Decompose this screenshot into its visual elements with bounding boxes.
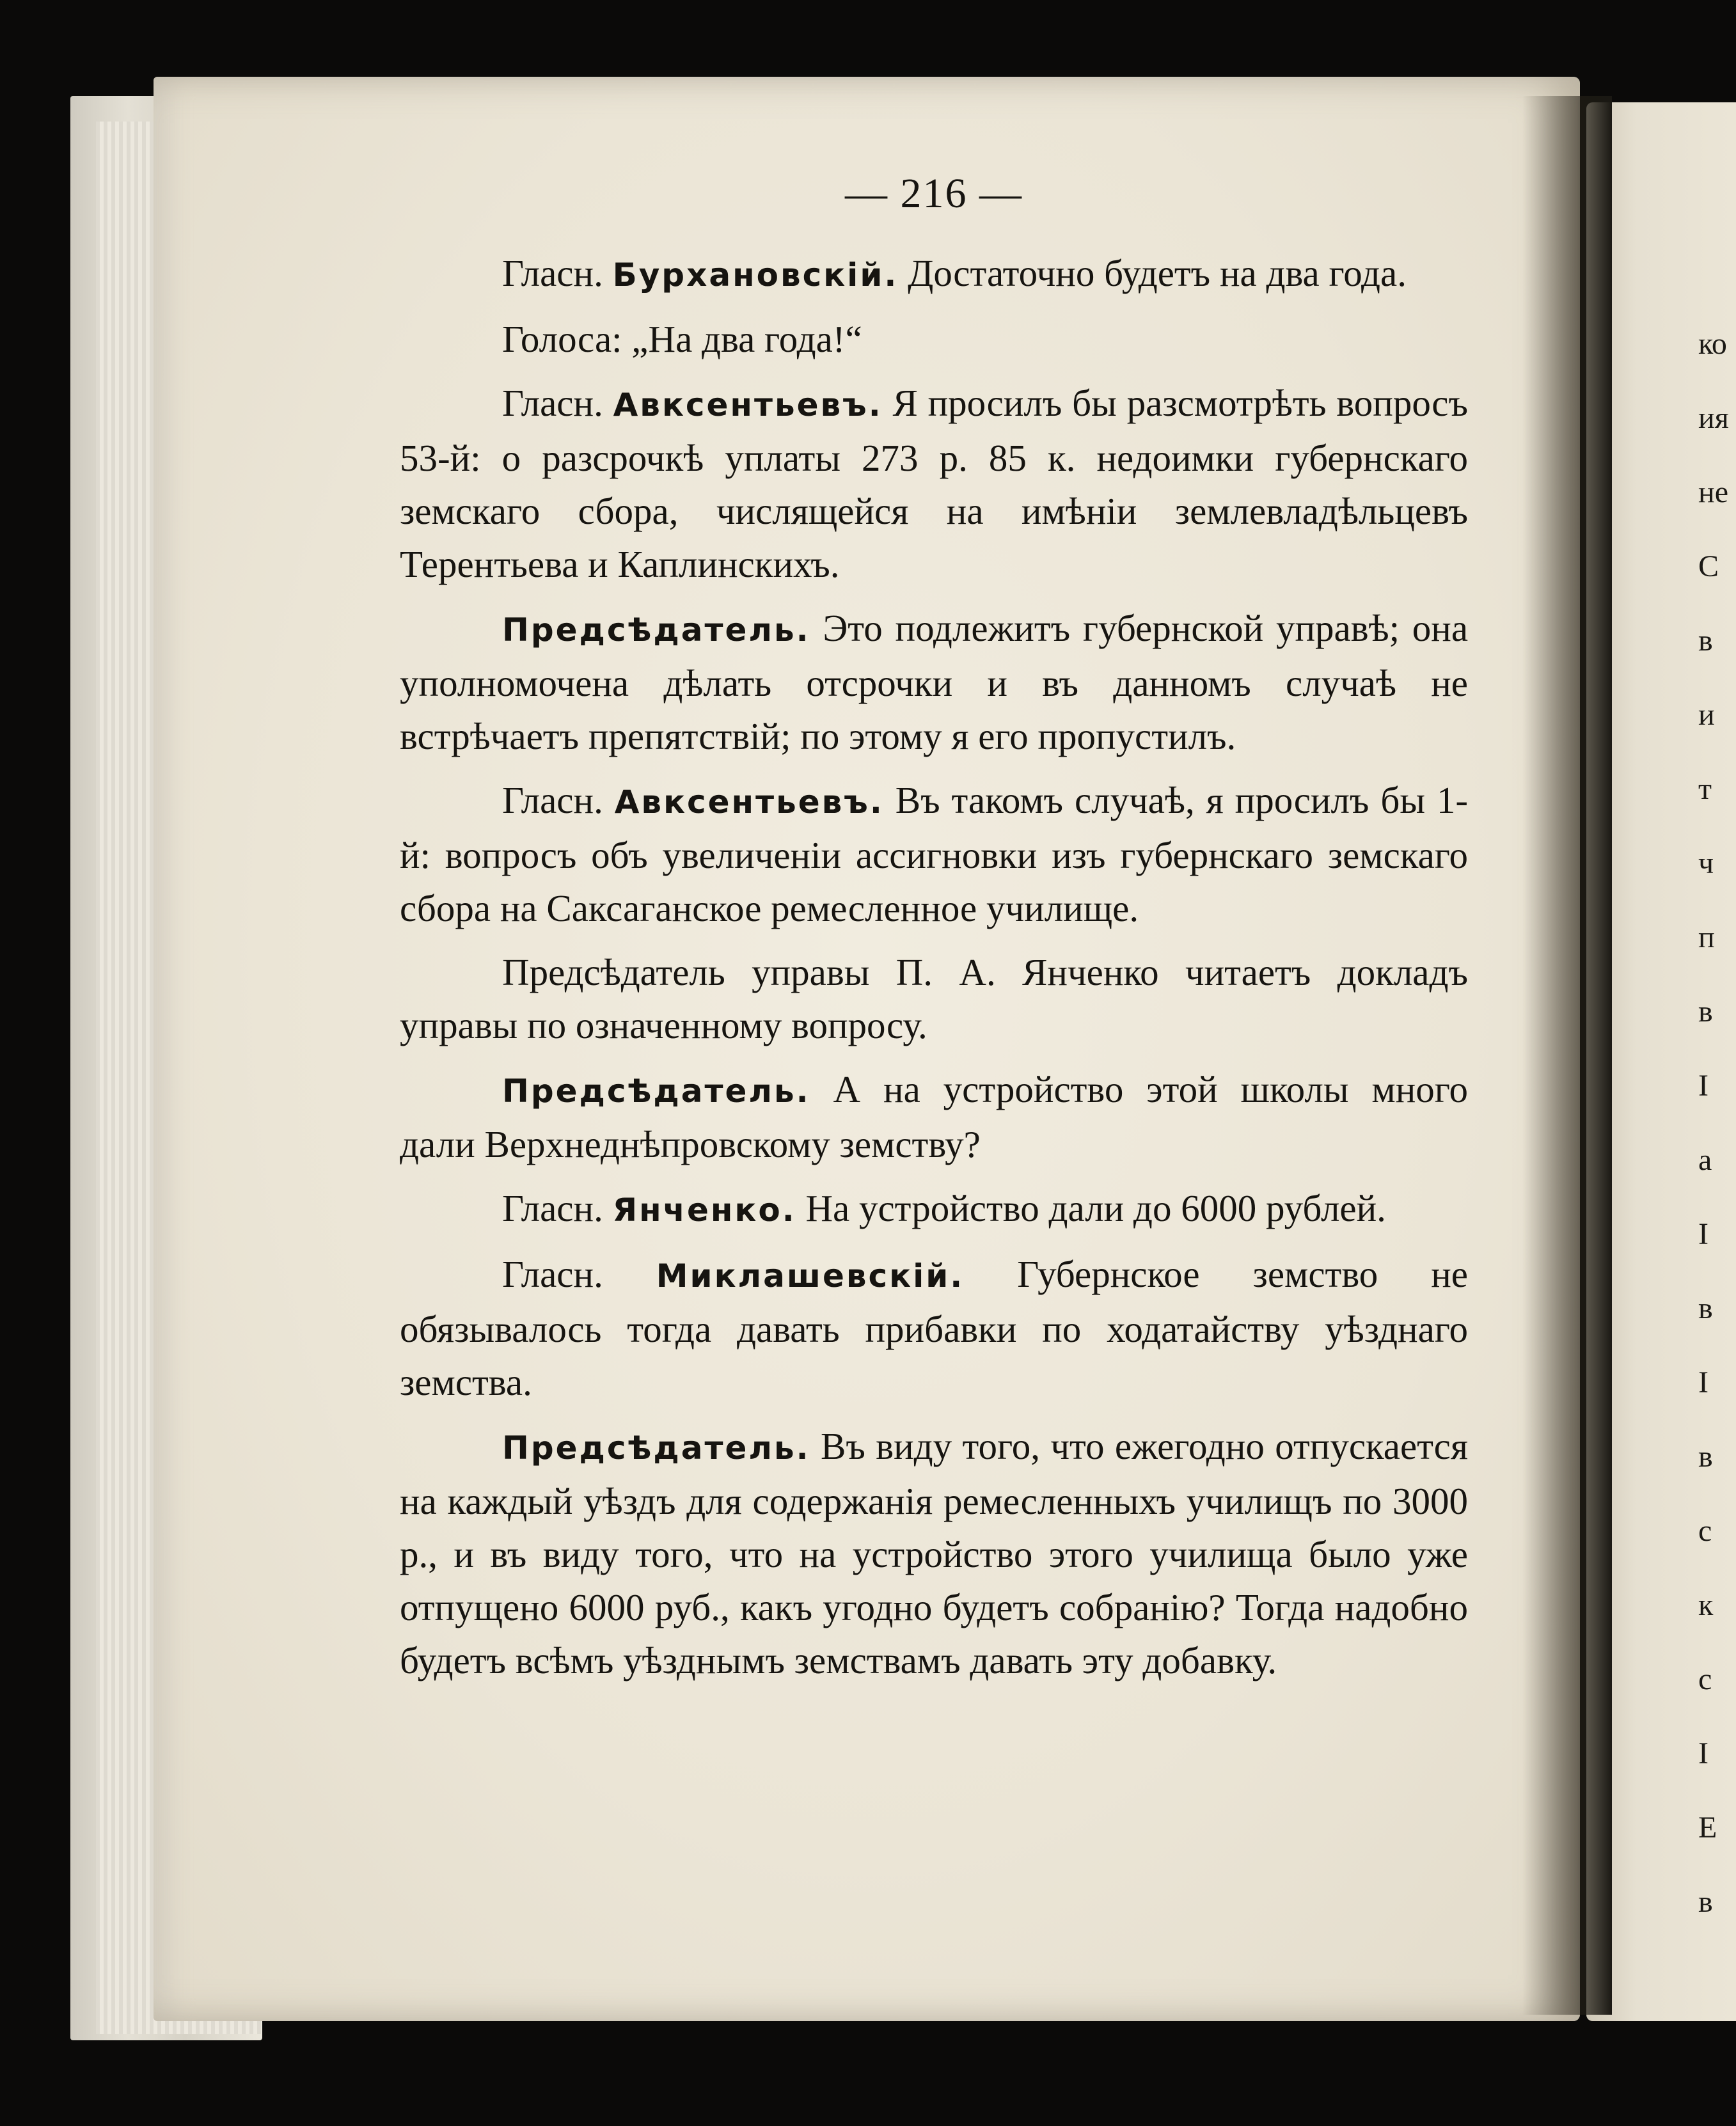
paragraph: [400, 377, 1468, 591]
book-gutter-shadow: [1522, 96, 1612, 2015]
paragraph: [400, 1420, 1468, 1687]
facing-page-line: І: [1698, 1736, 1708, 1768]
speaker-name: Янченко.: [612, 1192, 796, 1229]
paragraph-text: Губернское земство не обязывалось тогда давать прибавки по ходатайству уѣзднаго земства.: [400, 1253, 1468, 1403]
paragraph-text: Я просилъ бы разсмотрѣть вопросъ 53-й: о разсрочкѣ уплаты 273 р. 85 к. недоимки губернскаго земскаго сбора, числящейся на имѣніи землевладѣльцевъ Терентьева и Каплинскихъ.: [400, 382, 1469, 585]
facing-page-line: в: [1698, 1885, 1713, 1916]
facing-page-line: не: [1698, 475, 1728, 507]
facing-page-line: ия: [1698, 401, 1729, 432]
facing-page-line: І: [1698, 1217, 1708, 1248]
paragraph: [400, 946, 1468, 1052]
facing-page-line: т: [1698, 772, 1712, 803]
facing-page-line: Е: [1698, 1811, 1717, 1842]
facing-page-line: ч: [1698, 846, 1714, 878]
paragraph-list: [400, 247, 1468, 1687]
facing-page-line: в: [1698, 1291, 1713, 1323]
speaker-name: Авксентьевъ.: [613, 386, 883, 423]
paragraph: [400, 1063, 1468, 1171]
facing-page-line: І: [1698, 1366, 1708, 1397]
paragraph-text: Это подлежитъ губернской управѣ; она уполномочена дѣлать отсрочки и въ данномъ случаѣ не встрѣчаетъ препятствій; по этому я его пропустилъ.: [400, 607, 1468, 757]
speaker-name: Предсѣдатель.: [502, 1429, 810, 1467]
speaker-title: Гласн.: [502, 1187, 603, 1229]
page-text-block: [400, 169, 1468, 1698]
paragraph-text: Достаточно будетъ на два года.: [908, 252, 1407, 294]
paragraph-text: А на устройство этой школы много дали Верхнеднѣпровскому земству?: [400, 1068, 1469, 1165]
paragraph: [400, 247, 1468, 302]
speaker-name: Предсѣдатель.: [502, 611, 810, 649]
facing-page-line: к: [1698, 1588, 1714, 1619]
paragraph: [400, 602, 1468, 763]
facing-page-line: а: [1698, 1143, 1712, 1174]
speaker-title: Гласн.: [502, 1253, 603, 1295]
speaker-title: Гласн.: [502, 779, 603, 821]
paragraph-text: Предсѣдатель управы П. А. Янченко читаетъ докладъ управы по означенному вопросу.: [400, 951, 1468, 1046]
paragraph: [400, 774, 1468, 935]
speaker-name: Бурхановскій.: [612, 256, 899, 294]
paragraph: [400, 313, 1468, 366]
paragraph-text: Голоса: „На два года!“: [502, 318, 862, 360]
paragraph-text: Въ такомъ случаѣ, я просилъ бы 1-й: вопросъ объ увеличеніи ассигновки изъ губернскаго земскаго сбора на Саксаганское ремесленное училище.: [400, 779, 1469, 929]
facing-page-line: І: [1698, 1069, 1708, 1100]
facing-page-line: и: [1698, 698, 1715, 729]
facing-page-line: С: [1698, 549, 1719, 581]
facing-page-line: в: [1698, 995, 1713, 1026]
paragraph: [400, 1182, 1468, 1237]
speaker-name: Авксентьевъ.: [614, 783, 884, 821]
speaker-title: Гласн.: [502, 252, 603, 294]
paragraph: [400, 1248, 1468, 1409]
speaker-title: Гласн.: [502, 382, 603, 424]
speaker-name: Миклашевскій.: [656, 1257, 965, 1295]
paragraph-text: Въ виду того, что ежегодно отпускается на каждый уѣздъ для содержанія ремесленныхъ училищъ по 3000 р., и въ виду того, что на устройство этого училища было уже отпущено 6000 руб., какъ угодно будетъ собранію? Тогда надобно будетъ всѣмъ уѣзднымъ земствамъ давать эту добавку.: [400, 1425, 1469, 1681]
facing-page-line: с: [1698, 1662, 1712, 1694]
facing-page-line: ко: [1698, 327, 1727, 358]
paragraph-text: На устройство дали до 6000 рублей.: [805, 1187, 1386, 1229]
page-number: — 216 —: [845, 170, 1023, 217]
facing-page-line: в: [1698, 624, 1713, 655]
speaker-name: Предсѣдатель.: [502, 1073, 810, 1110]
facing-page-line: п: [1698, 920, 1715, 952]
facing-page-line: в: [1698, 1440, 1713, 1471]
facing-page-line: с: [1698, 1514, 1712, 1545]
